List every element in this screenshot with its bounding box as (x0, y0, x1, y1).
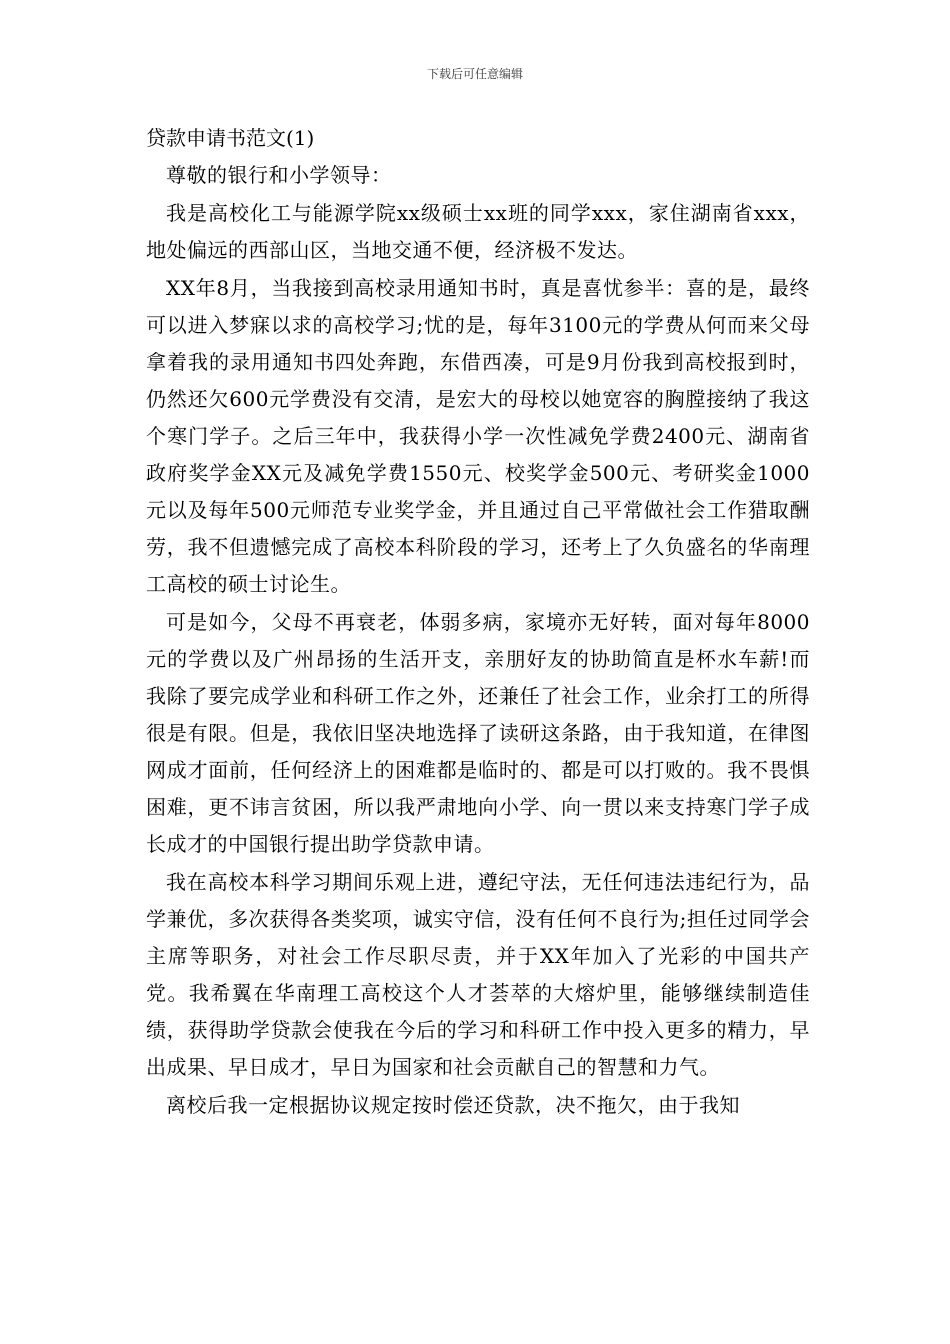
paragraph-repayment: 离校后我一定根据协议规定按时偿还贷款，决不拖欠，由于我知 (166, 1093, 740, 1117)
paragraph-record: 我在高校本科学习期间乐观上进，遵纪守法，无任何违法违纪行为，品学兼优，多次获得各类奖项，诚实守信，没有任何不良行为;担任过同学会主席等职务，对社会工作尽职尽责，并于XX年加入了光彩的中国共产党。我希翼在华南理工高校这个人才荟萃的大熔炉里，能够继续制造佳绩，获得助学贷款会使我在今后的学习和科研工作中投入更多的精力，早出成果、早日成才，早日为国家和社会贡献自己的智慧和力气。 (146, 870, 810, 1079)
paragraph-admission: XX年8月，当我接到高校录用通知书时，真是喜忧参半：喜的是，最终可以进入梦寐以求的高校学习;忧的是，每年3100元的学费从何而来父母拿着我的录用通知书四处奔跑，东借西凑，可是9月份我到高校报到时，仍然还欠600元学费没有交清，是宏大的母校以她宽容的胸膛接纳了我这个寒门学子。之后三年中，我获得小学一次性减免学费2400元、湖南省政府奖学金XX元及减免学费1550元、校奖学金500元、考研奖金1000元以及每年500元师范专业奖学金，并且通过自己平常做社会工作猎取酬劳，我不但遗憾完成了高校本科阶段的学习，还考上了久负盛名的华南理工高校的硕士讨论生。 (146, 276, 810, 596)
document-title: 贷款申请书范文(1) (146, 126, 315, 150)
paragraph-hardship: 可是如今，父母不再衰老，体弱多病，家境亦无好转，面对每年8000元的学费以及广州昂扬的生活开支，亲朋好友的协助简直是杯水车薪!而我除了要完成学业和科研工作之外，还兼任了社会工作，业余打工的所得很是有限。但是，我依旧坚决地选择了读研这条路，由于我知道，在律图网成才面前，任何经济上的困难都是临时的、都是可以打败的。我不畏惧困难，更不讳言贫困，所以我严肃地向小学、向一贯以来支持寒门学子成长成才的中国银行提出助学贷款申请。 (146, 610, 810, 856)
page-header-note: 下载后可任意编辑 (426, 67, 523, 81)
document-body (146, 120, 810, 1124)
paragraph-intro: 我是高校化工与能源学院xx级硕士xx班的同学xxx，家住湖南省xxx，地处偏远的西部山区，当地交通不便，经济极不发达。 (146, 201, 810, 262)
greeting-line: 尊敬的银行和小学领导： (166, 163, 392, 187)
